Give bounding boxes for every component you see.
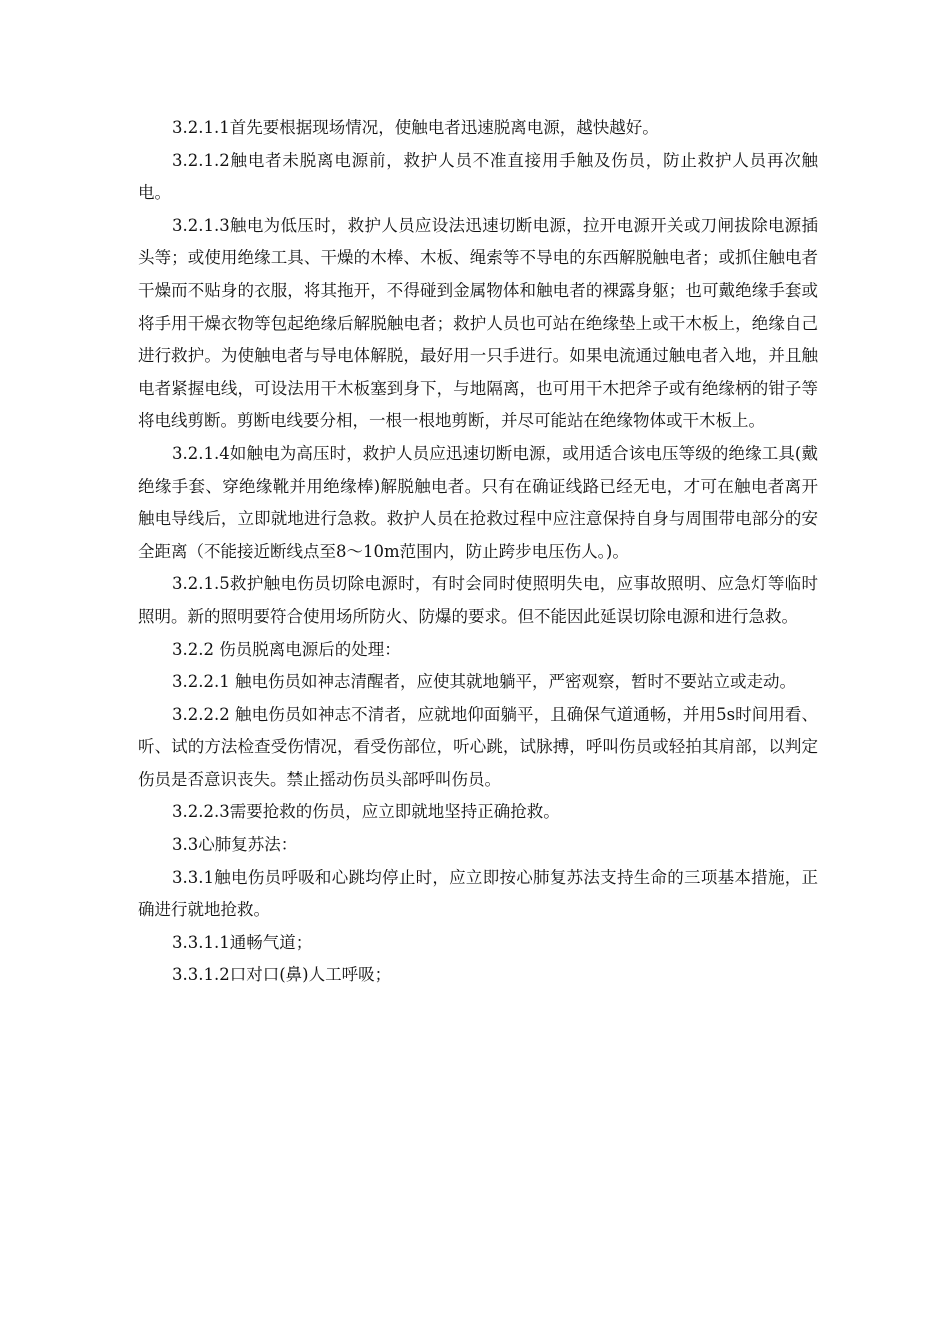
paragraph-3-2-1-2: 3.2.1.2触电者未脱离电源前，救护人员不准直接用手触及伤员，防止救护人员再次触电。 [138, 150, 818, 203]
paragraph-3-3-1-1: 3.3.1.1通畅气道； [172, 932, 313, 952]
paragraph-3-2-2-3: 3.2.2.3需要抢救的伤员，应立即就地坚持正确抢救。 [172, 802, 560, 822]
paragraph-3-2-2: 3.2.2 伤员脱离电源后的处理： [172, 639, 401, 659]
document-body [138, 112, 818, 992]
paragraph-3-3-1-2: 3.3.1.2口对口(鼻)人工呼吸； [172, 965, 392, 985]
paragraph-3-3-1: 3.3.1触电伤员呼吸和心跳均停止时，应立即按心肺复苏法支持生命的三项基本措施，正确进行就地抢救。 [138, 867, 818, 920]
paragraph-3-2-1-1: 3.2.1.1首先要根据现场情况，使触电者迅速脱离电源，越快越好。 [172, 118, 659, 137]
paragraph-3-2-1-3: 3.2.1.3触电为低压时，救护人员应设法迅速切断电源，拉开电源开关或刀闸拔除电源插头等；或使用绝缘工具、干燥的木棒、木板、绳索等不导电的东西解脱触电者；或抓住触电者干燥而不贴身的衣服，将其拖开，不得碰到金属物体和触电者的裸露身躯；也可戴绝缘手套或将手用干燥衣物等包起绝缘后解脱触电者；救护人员也可站在绝缘垫上或干木板上，绝缘自己进行救护。为使触电者与导电体解脱，最好用一只手进行。如果电流通过触电者入地，并且触电者紧握电线，可设法用干木板塞到身下，与地隔离，也可用干木把斧子或有绝缘柄的钳子等将电线剪断。剪断电线要分相，一根一根地剪断，并尽可能站在绝缘物体或干木板上。 [138, 215, 818, 431]
paragraph-3-2-2-1: 3.2.2.1 触电伤员如神志清醒者，应使其就地躺平，严密观察，暂时不要站立或走动。 [172, 672, 796, 692]
paragraph-3-2-2-2: 3.2.2.2 触电伤员如神志不清者，应就地仰面躺平，且确保气道通畅，并用5s时间用看、听、试的方法检查受伤情况，看受伤部位，听心跳，试脉搏，呼叫伤员或轻拍其肩部，以判定伤员是否意识丧失。禁止摇动伤员头部呼叫伤员。 [138, 704, 818, 789]
paragraph-3-3: 3.3心肺复苏法： [172, 835, 298, 855]
paragraph-3-2-1-5: 3.2.1.5救护触电伤员切除电源时，有时会同时使照明失电，应事故照明、应急灯等临时照明。新的照明要符合使用场所防火、防爆的要求。但不能因此延误切除电源和进行急救。 [138, 574, 818, 626]
paragraph-3-2-1-4: 3.2.1.4如触电为高压时，救护人员应迅速切断电源，或用适合该电压等级的绝缘工具(戴绝缘手套、穿绝缘靴并用绝缘棒)解脱触电者。只有在确证线路已经无电，才可在触电者离开触电导线后，立即就地进行急救。救护人员在抢救过程中应注意保持自身与周围带电部分的安全距离（不能接近断线点至8～10m范围内，防止跨步电压伤人。)。 [138, 443, 818, 561]
